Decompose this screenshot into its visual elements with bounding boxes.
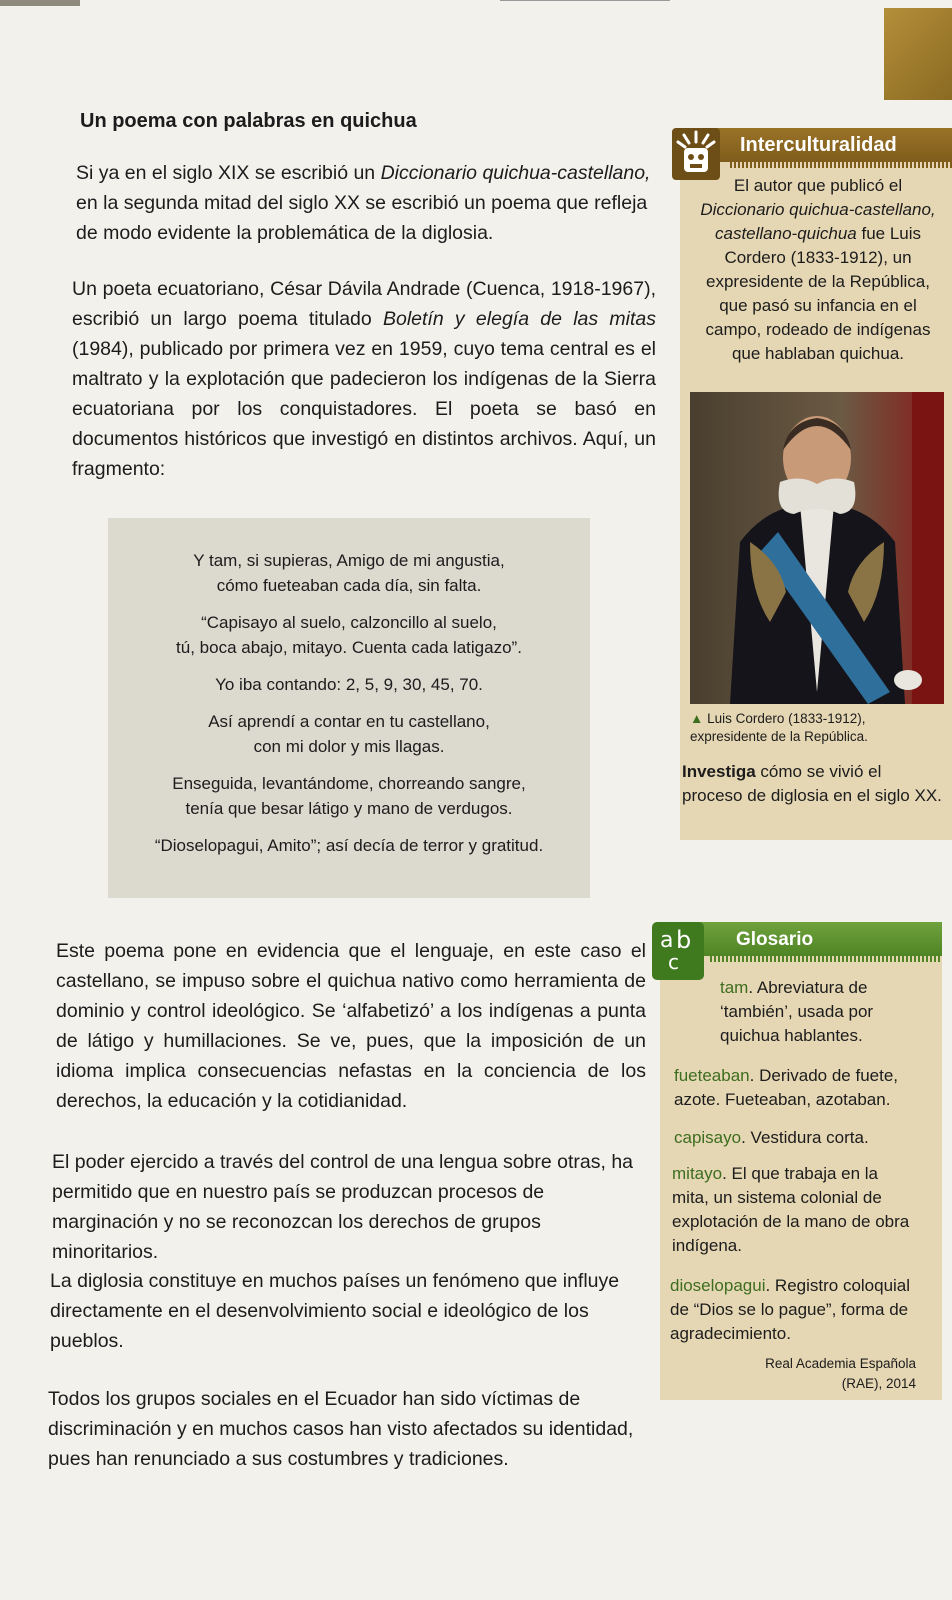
- glossary-term: mitayo: [672, 1164, 723, 1183]
- poem-line: Y tam, si supieras, Amigo de mi angustia,: [193, 551, 505, 570]
- poem-fragment: [108, 548, 590, 870]
- text-run: El autor que publicó el: [733, 176, 903, 195]
- poem-line: Yo iba contando: 2, 5, 9, 30, 45, 70.: [215, 675, 483, 694]
- paragraph-4: El poder ejercido a través del control de una lengua sobre otras, ha permitido que en nuestro país se produzcan procesos de marginación y no se reconozcan los derechos de grupos minoritarios.: [52, 1151, 634, 1263]
- poem-line: “Dioselopagui, Amito”; así decía de terror y gratitud.: [154, 836, 544, 855]
- icon-letter: c: [668, 950, 679, 974]
- interculturalidad-text: [692, 174, 944, 366]
- page-corner-tab: [884, 8, 952, 100]
- italic-title: Boletín y elegía de las mitas: [382, 308, 656, 330]
- poem-stanza: [108, 548, 590, 598]
- investiga-prompt: [682, 760, 944, 808]
- glossary-term: tam: [720, 978, 749, 997]
- source-line: Real Academia Española: [765, 1356, 916, 1371]
- paragraph-5: La diglosia constituye en muchos países un fenómeno que influye directamente en el desenvolvimiento social e ideológico de los pueblos.: [50, 1270, 620, 1352]
- glossary-entry: [674, 1064, 932, 1112]
- poem-stanza: [108, 771, 590, 821]
- paragraph-6: Todos los grupos sociales en el Ecuador han sido víctimas de discriminación y en muchos casos han visto afectados su identidad, pues han renunciado a sus costumbres y tradiciones.: [48, 1388, 634, 1470]
- abc-icon: [652, 922, 704, 980]
- source-line: (RAE), 2014: [841, 1376, 916, 1391]
- glossary-entry: [674, 1126, 932, 1150]
- header-hatch: [710, 956, 942, 962]
- poem-line: tú, boca abajo, mitayo. Cuenta cada latigazo”.: [176, 638, 522, 657]
- poem-stanza: [108, 610, 590, 660]
- glossary-definition: . Registro coloquial de “Dios se lo pague”, forma de agradecimiento.: [670, 1276, 911, 1343]
- icon-letter: b: [676, 926, 692, 954]
- header-hatch: [730, 162, 952, 168]
- italic-title: Diccionario quichua-castellano,: [380, 162, 651, 184]
- glosario-title: Glosario: [736, 929, 814, 950]
- icon-letter: a: [660, 928, 674, 953]
- glossary-definition: . Vestidura corta.: [741, 1128, 869, 1147]
- text-run: Si ya en el siglo XIX se escribió un: [76, 162, 381, 184]
- poem-line: “Capisayo al suelo, calzoncillo al suelo,: [201, 613, 497, 632]
- glossary-term: capisayo: [674, 1128, 742, 1147]
- glossary-source: [765, 1354, 916, 1394]
- top-rule: [500, 0, 670, 1]
- page-edge-mark: [0, 0, 80, 6]
- luis-cordero-portrait: [690, 392, 944, 704]
- glosario-box: [660, 922, 942, 1400]
- poem-line: Así aprendí a contar en tu castellano,: [208, 712, 490, 731]
- glossary-term: dioselopagui: [670, 1276, 766, 1295]
- paragraph-1: [76, 158, 656, 248]
- text-run: fue Luis Cordero (1833-1912), un expresidente de la República, que pasó su infancia en el campo, rodeado de indígenas que hablaban quichua.: [705, 224, 931, 363]
- glossary-term: fueteaban: [674, 1066, 750, 1085]
- interculturalidad-title: Interculturalidad: [740, 134, 897, 156]
- poem-stanza: [108, 672, 590, 697]
- caption-marker: ▲: [690, 711, 704, 726]
- glossary-entry: [720, 976, 930, 1048]
- mask-icon: [672, 128, 720, 180]
- poem-line: cómo fueteaban cada día, sin falta.: [216, 576, 482, 595]
- text-run: (1984), publicado por primera vez en 1959, cuyo tema central es el maltrato y la explotación que padecieron los indígenas de la Sierra ecuatoriana por los conquistadores. El poeta se basó en documentos históricos que investigó en distintos archivos. Aquí, un fragmento:: [72, 338, 656, 480]
- poem-line: Enseguida, levantándome, chorreando sangre,: [172, 774, 526, 793]
- investiga-text: cómo se vivió el proceso de diglosia en el siglo XX.: [682, 762, 942, 805]
- portrait-caption: [690, 710, 944, 746]
- caption-text: Luis Cordero (1833-1912), expresidente de la República.: [690, 711, 868, 744]
- poem-stanza: [108, 833, 590, 858]
- poem-stanza: [108, 709, 590, 759]
- investiga-label: Investiga: [682, 762, 756, 781]
- paragraph-3: Este poema pone en evidencia que el lenguaje, en este caso el castellano, se impuso sobre el quichua nativo como herramienta de dominio y control ideológico. Se ‘alfabetizó’ a los indígenas a punta de látigo y humillaciones. Se ve, pues, que la imposición de un idioma implica consecuencias nefastas en la conciencia de los derechos, la educación y la cotidianidad.: [56, 940, 646, 1112]
- text-run: en la segunda mitad del siglo XX se escribió un poema que refleja de modo evidente la problemática de la diglosia.: [76, 192, 648, 244]
- poem-line: con mi dolor y mis llagas.: [253, 737, 445, 756]
- interculturalidad-box: [680, 128, 952, 840]
- paragraph-2: [72, 274, 656, 484]
- italic-title: Diccionario quichua-castellano, castellano-quichua: [700, 200, 936, 243]
- glossary-entry: [670, 1274, 926, 1346]
- interculturalidad-header: [680, 128, 952, 162]
- poem-line: tenía que besar látigo y mano de verdugos.: [185, 799, 513, 818]
- text-run: Un poeta ecuatoriano, César Dávila Andrade (Cuenca, 1918-1967), escribió un largo poema titulado: [72, 278, 656, 330]
- section-title: Un poema con palabras en quichua: [80, 110, 417, 132]
- glossary-definition: . El que trabaja en la mita, un sistema colonial de explotación de la mano de obra indígena.: [672, 1164, 910, 1255]
- glossary-definition: . Abreviatura de ‘también’, usada por quichua hablantes.: [720, 978, 874, 1045]
- glossary-definition: . Derivado de fuete, azote. Fueteaban, azotaban.: [674, 1066, 899, 1109]
- glossary-entry: [672, 1162, 912, 1258]
